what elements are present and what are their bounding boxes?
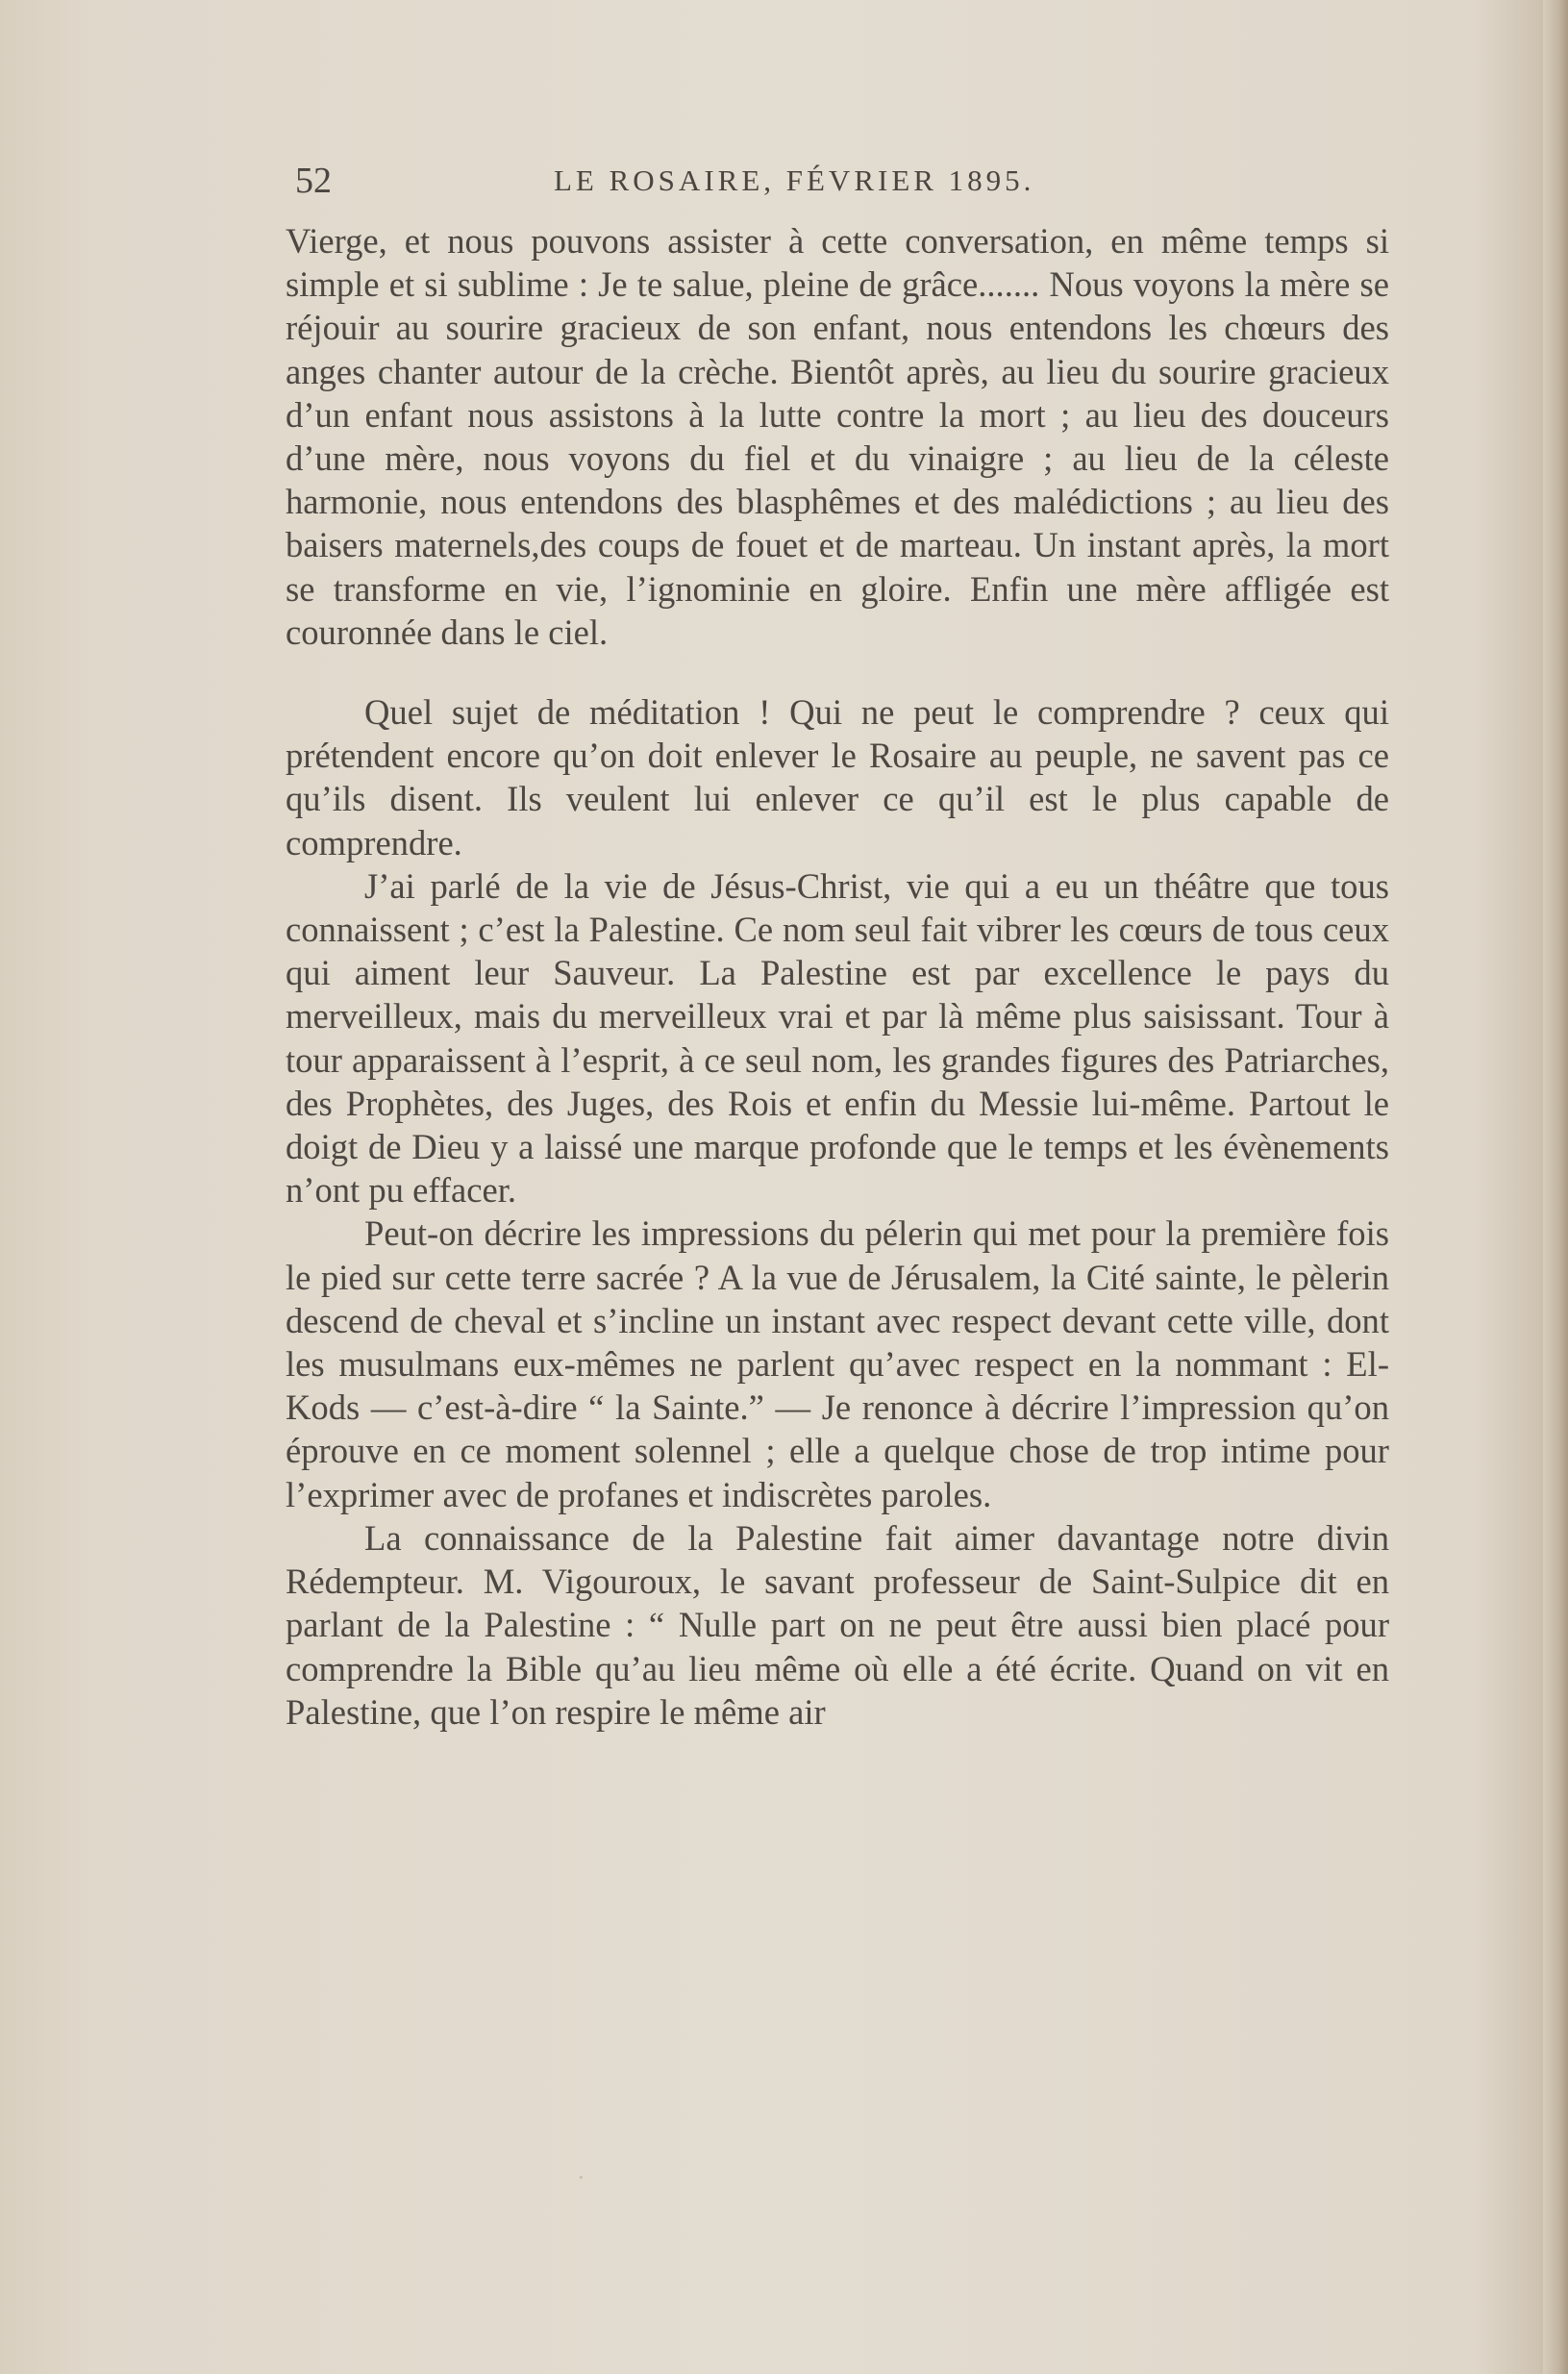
page-number: 52 [295, 161, 332, 201]
paragraph-3: J’ai parlé de la vie de Jésus-Christ, vie qui a eu un théâtre que tous connaissent ; c’est la Palestine. Ce nom seul fait vibrer les cœurs de tous ceux qui aiment leur Sauveur. La Palestine est par excellence le pays du merveilleux, mais du merveilleux vrai et par là même plus saisissant. Tour à tour apparaissent à l’esprit, à ce seul nom, les grandes figures des Patriarches, des Prophètes, des Juges, des Rois et enfin du Messie lui-même. Partout le doigt de Dieu y a laissé une marque profonde que le temps et les évènements n’ont pu effacer. [286, 865, 1389, 1211]
paragraph-5: La connaissance de la Palestine fait aimer davantage notre divin Rédempteur. M. Vigouroux, le savant professeur de Saint-Sulpice dit en parlant de la Palestine : “ Nulle part on ne peut être aussi bien placé pour comprendre la Bible qu’au lieu même où elle a été écrite. Quand on vit en Palestine, que l’on respire le même air [286, 1517, 1389, 1732]
paragraph-2: Quel sujet de méditation ! Qui ne peut le comprendre ? ceux qui prétendent encore qu’on doit enlever le Rosaire au peuple, ne savent pas ce qu’ils disent. Ils veulent lui enlever ce qu’il est le plus capable de comprendre. [286, 692, 1389, 862]
page-header [288, 160, 1154, 208]
body-text [286, 219, 1389, 1734]
running-title: LE ROSAIRE, FÉVRIER 1895. [554, 163, 1035, 197]
paragraph-4: Peut-on décrire les impressions du pélerin qui met pour la première fois le pied sur cette terre sacrée ? A la vue de Jérusalem, la Cité sainte, le pèlerin descend de cheval et s’incline un instant avec respect devant cette ville, dont les musulmans eux-mêmes ne parlent qu’avec respect en la nommant : El-Kods — c’est-à-dire “ la Sainte.” — Je renonce à décrire l’impression qu’on éprouve en ce moment solennel ; elle a quelque chose de trop intime pour l’exprimer avec de profanes et indiscrètes paroles. [286, 1213, 1389, 1514]
paragraph-1: Vierge, et nous pouvons assister à cette conversation, en même temps si simple et si sublime : Je te salue, pleine de grâce....... Nous voyons la mère se réjouir au sourire gracieux de son enfant, nous entendons les chœurs des anges chanter autour de la crèche. Bientôt après, au lieu du sourire gracieux d’un enfant nous assistons à la lutte contre la mort ; au lieu des douceurs d’une mère, nous voyons du fiel et du vinaigre ; au lieu de la céleste harmonie, nous entendons des blasphêmes et des malédictions ; au lieu des baisers maternels,des coups de fouet et de marteau. Un instant après, la mort se transforme en vie, l’ignominie en gloire. Enfin une mère affligée est couronnée dans le ciel. [286, 221, 1389, 652]
bottom-stain-mark: · [577, 2163, 585, 2191]
page-edge [1543, 0, 1568, 2374]
